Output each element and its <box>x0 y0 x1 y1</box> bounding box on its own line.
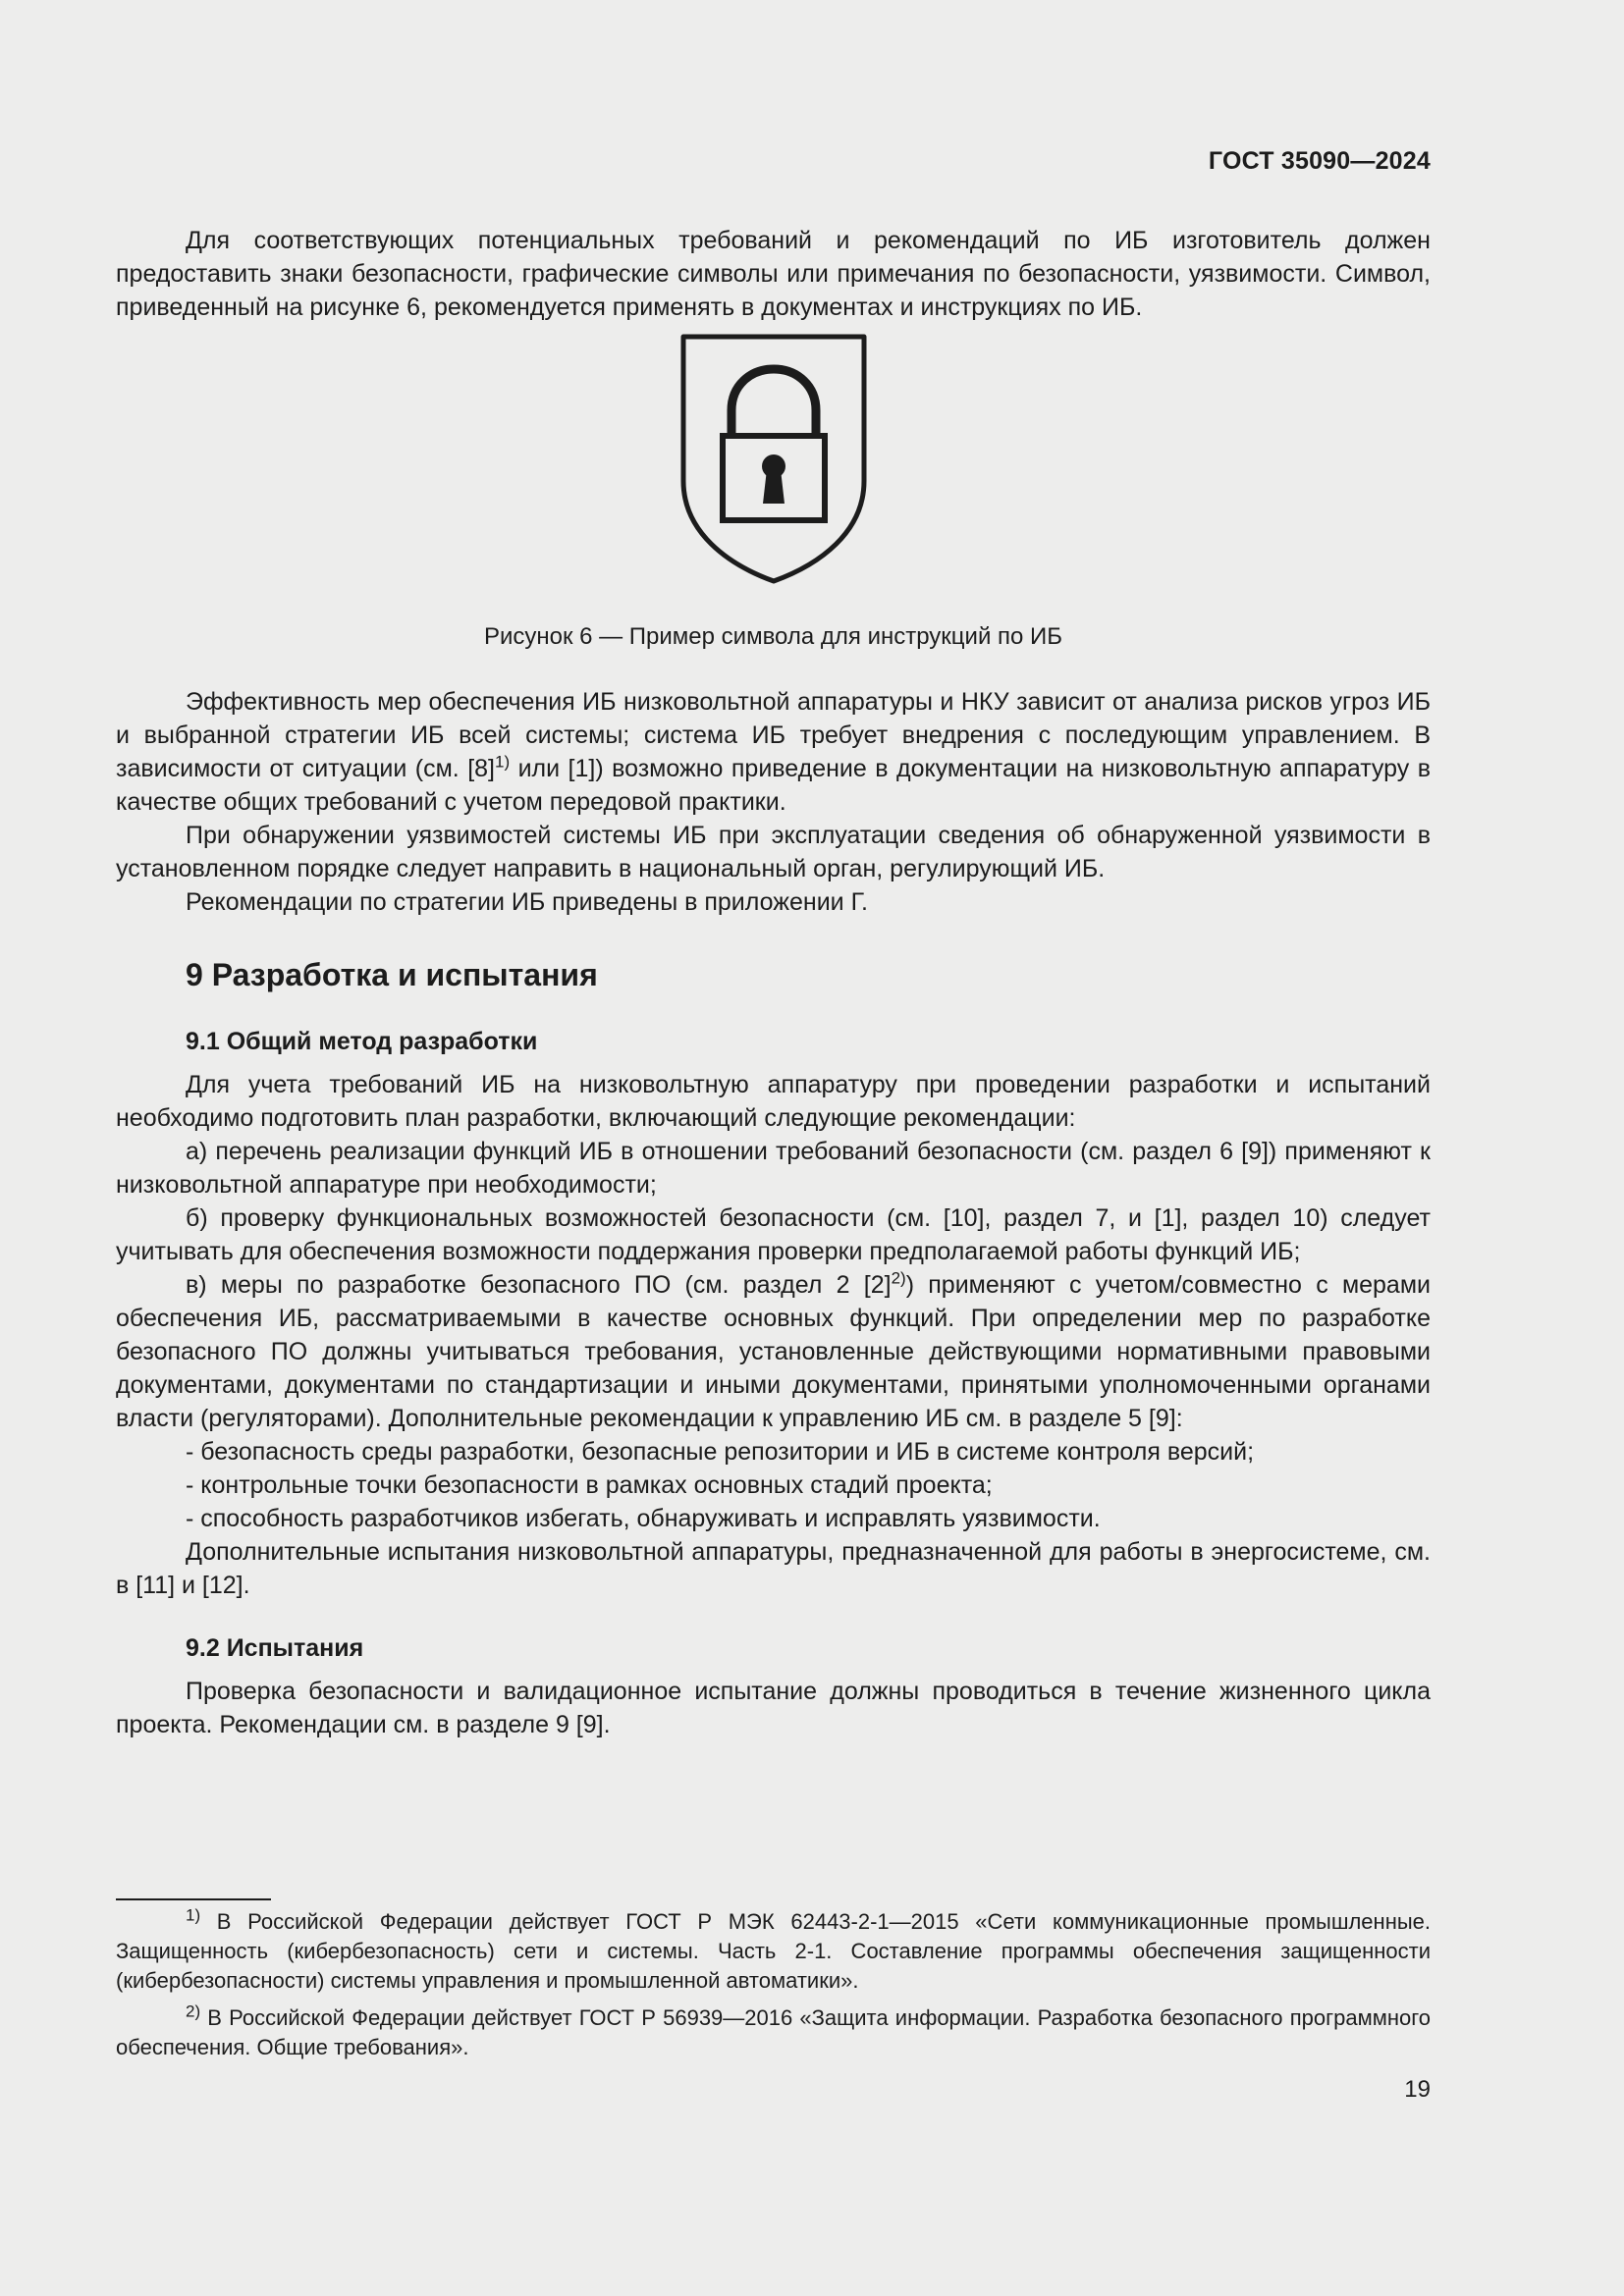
footnote-ref-1: 1) <box>495 752 511 772</box>
paragraph-effectiveness: Эффективность мер обеспечения ИБ низковольтной аппаратуры и НКУ зависит от анализа рисков угроз ИБ и выбранной стратегии ИБ всей системы; система ИБ требует внедрения с последующим управлением. В зависимости от ситуации (см. $[8]^{1)}$ или [1]) возможно приведение в документации на низковольтную аппаратуру в качестве общих требований с учетом передовой практики. <box>116 688 1431 816</box>
footnotes <box>116 1907 1431 2062</box>
dash-item: - безопасность среды разработки, безопасные репозитории и ИБ в системе контроля версий; <box>186 1438 1255 1466</box>
intro-paragraph: Для соответствующих потенциальных требований и рекомендаций по ИБ изготовитель должен предоставить знаки безопасности, графические символы или примечания по безопасности, уязвимости. Символ, приведенный на рисунке 6, рекомендуется применять в документах и инструкциях по ИБ. <box>116 227 1431 321</box>
section-9-1-heading: 9.1 Общий метод разработки <box>186 1028 538 1055</box>
paragraph-vulnerabilities: При обнаружении уязвимостей системы ИБ при эксплуатации сведения об обнаруженной уязвимости в установленном порядке следует направить в национальный орган, регулирующий ИБ. <box>116 822 1431 882</box>
paragraph-extra-tests: Дополнительные испытания низковольтной аппаратуры, предназначенной для работы в энергосистеме, см. в [11] и [12]. <box>116 1538 1431 1599</box>
footnote-2: $^{2)}$ В Российской Федерации действует ГОСТ Р 56939—2016 «Защита информации. Разработка безопасного программного обеспечения. Общие требования». <box>116 2002 1431 2059</box>
figure-caption: Рисунок 6 — Пример символа для инструкций по ИБ <box>483 623 1063 650</box>
section-9-2-heading: 9.2 Испытания <box>186 1634 364 1662</box>
footnote-1: $^{1)}$ В Российской Федерации действует ГОСТ Р МЭК 62443-2-1—2015 «Сети коммуникационные промышленные. Защищенность (кибербезопасность) сети и системы. Часть 2-1. Составление программы обеспечения защищенности (кибербезопасности) системы управления и промышленной автоматики». <box>116 1905 1431 1993</box>
section-9-2-text: Проверка безопасности и валидационное испытание должны проводиться в течение жизненного цикла проекта. Рекомендации см. в разделе 9 [9]. <box>116 1678 1431 1738</box>
list-item-a: а) перечень реализации функций ИБ в отношении требований безопасности (см. раздел 6 [9]) применяют к низковольтной аппаратуре при необходимости; <box>116 1138 1431 1199</box>
page-body <box>116 224 1431 1741</box>
page-number: 19 <box>1404 2076 1431 2103</box>
dash-item: - контрольные точки безопасности в рамках основных стадий проекта; <box>186 1471 993 1499</box>
section-9-heading: 9 Разработка и испытания <box>186 957 598 992</box>
footnote-separator <box>116 1898 271 1900</box>
footnote-ref-2: 2) <box>891 1268 906 1288</box>
list-item-b: б) проверку функциональных возможностей безопасности (см. [10], раздел 7, и [1], раздел 10) следует учитывать для обеспечения возможности поддержания проверки предполагаемой работы функций ИБ; <box>116 1204 1431 1265</box>
figure-6 <box>116 334 1431 585</box>
paragraph-strategy: Рекомендации по стратегии ИБ приведены в приложении Г. <box>186 888 869 916</box>
section-9-1-lead: Для учета требований ИБ на низковольтную аппаратуру при проведении разработки и испытаний необходимо подготовить план разработки, включающий следующие рекомендации: <box>116 1071 1431 1132</box>
document-code: ГОСТ 35090—2024 <box>1208 147 1431 175</box>
shield-lock-icon <box>680 334 867 585</box>
dash-item: - способность разработчиков избегать, обнаруживать и исправлять уязвимости. <box>186 1505 1101 1532</box>
list-item-c: в) меры по разработке безопасного ПО (см. раздел 2 $[2]^{2)}$) применяют с учетом/совместно с мерами обеспечения ИБ, рассматриваемыми в качестве основных функций. При определении мер по разработке безопасного ПО должны учитываться требования, установленные действующими нормативными правовыми документами, документами по стандартизации и иными документами, принятыми уполномоченными органами власти (регуляторами). Дополнительные рекомендации к управлению ИБ см. в разделе 5 [9]: <box>116 1268 1431 1432</box>
